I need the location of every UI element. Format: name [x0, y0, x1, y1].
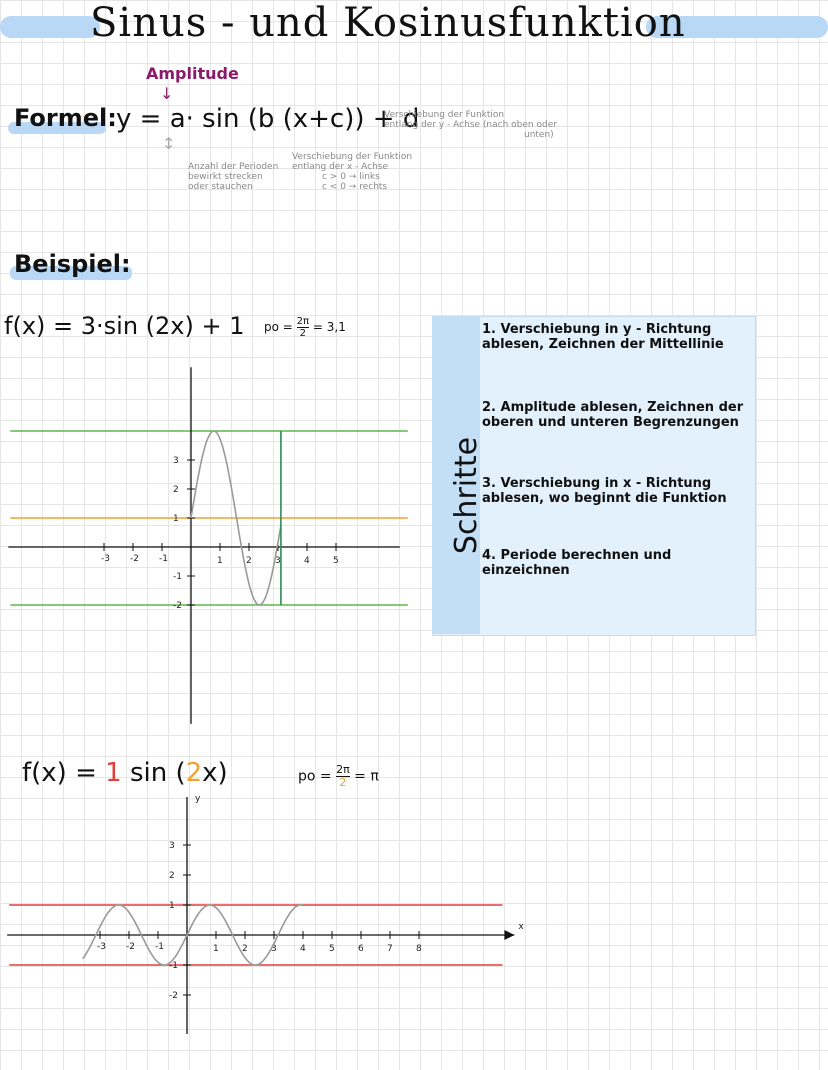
formula-sin: · sin — [185, 104, 240, 134]
example2-a-value: 1 — [105, 758, 122, 788]
x-tick-label: 5 — [333, 556, 339, 566]
stretch-arrow-icon: ↕ — [162, 134, 176, 153]
formula-param-a: a — [169, 104, 186, 134]
y-tick-label: 3 — [173, 456, 179, 466]
note-c-line4: c < 0 → rechts — [322, 182, 388, 192]
chart-2 — [7, 794, 524, 1034]
x-tick-label: -2 — [126, 942, 135, 952]
formula-label: Formel: — [14, 104, 117, 132]
x-tick-label: -3 — [101, 554, 110, 564]
x-tick-label: 6 — [358, 944, 364, 954]
note-d-line1: Verschiebung der Funktion — [384, 110, 505, 120]
x-tick-label: 2 — [246, 556, 252, 566]
example2-formula-prefix: f(x) = — [22, 758, 106, 788]
formula-prefix: y = — [116, 104, 170, 134]
x-tick-label: 3 — [275, 556, 281, 566]
x-axis-arrow-icon — [504, 930, 514, 940]
example1-period-label: po = — [264, 320, 293, 334]
x-axis-label: x — [518, 922, 524, 932]
formula-inner: (b (x+c)) — [247, 104, 365, 134]
note-b-line3: oder stauchen — [188, 182, 253, 192]
note-c-line3: c > 0 → links — [322, 172, 380, 182]
y-tick-label: -2 — [169, 991, 178, 1001]
steps-title: Schritte — [449, 436, 485, 555]
example2-period-value: = π — [354, 768, 379, 785]
example-label: Beispiel: — [14, 250, 131, 278]
y-tick-label: 1 — [173, 514, 179, 524]
x-tick-label: 1 — [213, 944, 219, 954]
y-tick-label: -1 — [173, 572, 182, 582]
formula-suffix: + d — [372, 104, 420, 134]
y-tick-label: 2 — [169, 871, 175, 881]
y-tick-label: 3 — [169, 841, 175, 851]
x-tick-label: -1 — [155, 942, 164, 952]
x-tick-label: 7 — [387, 944, 393, 954]
step-item-1: 1. Verschiebung in y - Richtung ablesen, Zeichnen der Mittellinie — [482, 322, 724, 352]
chart-1 — [8, 367, 408, 724]
example2-b-value: 2 — [185, 758, 203, 788]
example2-sin: sin ( — [121, 758, 186, 788]
amplitude-label: Amplitude — [146, 64, 239, 83]
example1-period-value: = 3,1 — [312, 320, 346, 334]
step-item-3: 3. Verschiebung in x - Richtung ablesen, wo beginnt die Funktion — [482, 476, 727, 506]
x-tick-label: -2 — [130, 554, 139, 564]
example1-period-den: 2 — [299, 328, 307, 339]
y-tick-label: 2 — [173, 485, 179, 495]
y-axis-label: y — [195, 794, 201, 804]
note-b-line2: bewirkt strecken — [188, 172, 263, 182]
y-tick-label: -1 — [169, 961, 178, 971]
x-tick-label: 2 — [242, 944, 248, 954]
x-tick-label: -3 — [97, 942, 106, 952]
step-item-2: 2. Amplitude ablesen, Zeichnen der oberen und unteren Begrenzungen — [482, 400, 744, 430]
x-tick-label: 3 — [271, 944, 277, 954]
page-title: Sinus - und Kosinusfunktion — [90, 0, 686, 46]
x-tick-label: -1 — [159, 554, 168, 564]
example2-suffix: x) — [202, 758, 228, 788]
note-d-line3: unten) — [524, 130, 554, 140]
x-tick-label: 4 — [300, 944, 306, 954]
x-tick-label: 1 — [217, 556, 223, 566]
note-c-line1: Verschiebung der Funktion — [292, 152, 413, 162]
note-d-line2: entlang der y - Achse (nach oben oder — [384, 120, 557, 130]
example1-formula: f(x) = 3·sin (2x) + 1 — [4, 312, 245, 340]
amplitude-arrow-icon: ↓ — [160, 84, 174, 103]
example2-period-num: 2π — [336, 763, 350, 776]
x-tick-label: 8 — [416, 944, 422, 954]
y-tick-label: 1 — [169, 901, 175, 911]
y-tick-label: -2 — [173, 601, 182, 611]
note-b-line1: Anzahl der Perioden — [188, 162, 279, 172]
step-item-4: 4. Periode berechnen und einzeichnen — [482, 548, 672, 578]
example2-period-den: 2 — [339, 776, 347, 789]
x-tick-label: 5 — [329, 944, 335, 954]
note-c-line2: entlang der x - Achse — [292, 162, 389, 172]
x-tick-label: 4 — [304, 556, 310, 566]
example1-period-num: 2π — [296, 316, 310, 327]
example2-period-label: po = — [298, 768, 332, 785]
